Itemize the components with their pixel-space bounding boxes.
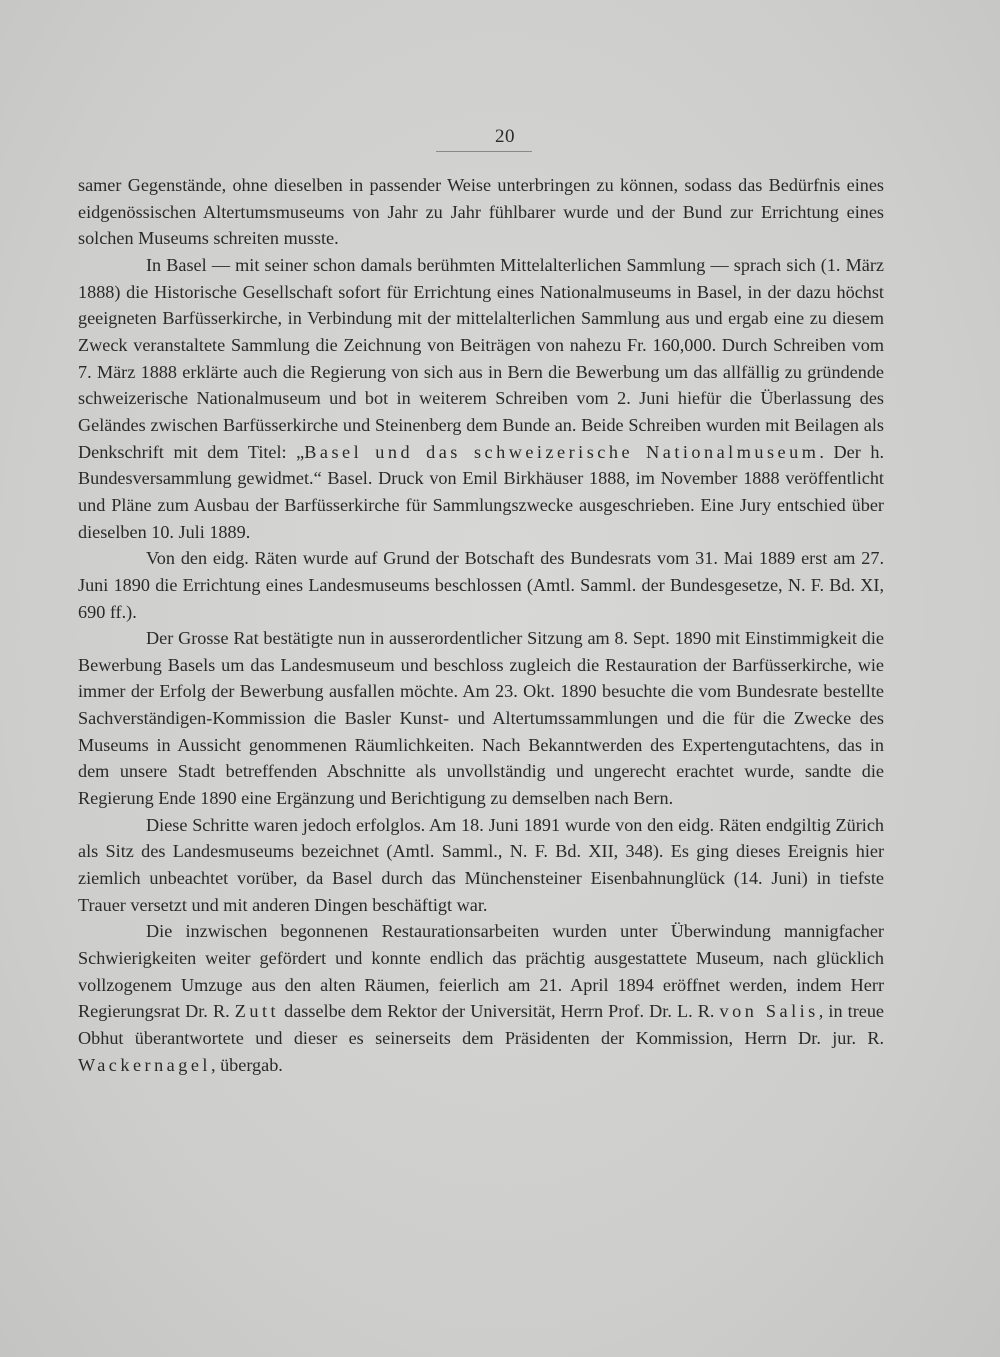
- paragraph: [78, 172, 884, 252]
- text-run: , übergab.: [210, 1054, 283, 1075]
- emphasized-name: von Salis: [719, 1001, 819, 1022]
- text-run: . Der h. Bundesversammlung gewidmet.“ Basel. Druck von Emil Birkhäuser 1888, im November 1888 veröffentlicht und Pläne zum Ausbau der Barfüsserkirche für Sammlungszwecke ausgeschrieben. Eine Jury entschied über dieselben 10. Juli 1889.: [78, 441, 884, 542]
- emphasized-name: Wackernagel: [78, 1054, 211, 1075]
- page-number: 20: [495, 126, 515, 147]
- text-run: samer Gegenstände, ohne dieselben in passender Weise unterbringen zu können, sodass das Bedürfnis eines eidgenössischen Altertumsmuseums von Jahr zu Jahr fühlbarer wurde und der Bund zur Errichtung eines solchen Museums schreiten musste.: [78, 175, 884, 249]
- text-run: , in treue Obhut überantwortete und dieser es seinerseits dem Präsidenten der Kommission, Herrn Dr. jur. R.: [78, 1001, 885, 1048]
- emphasized-name: Basel und das schweizerische Nationalmuseum: [304, 441, 820, 462]
- text-run: dasselbe dem Rektor der Universität, Herrn Prof. Dr. L. R.: [279, 1001, 720, 1022]
- text-run: Von den eidg. Räten wurde auf Grund der Botschaft des Bundesrats vom 31. Mai 1889 erst am 27. Juni 1890 die Errichtung eines Landesmuseums beschlossen (Amtl. Samml. der Bundesgesetze, N. F. Bd. XI, 690 ff.).: [78, 548, 884, 622]
- paragraph: [78, 252, 884, 545]
- text-run: Diese Schritte waren jedoch erfolglos. Am 18. Juni 1891 wurde von den eidg. Räten endgiltig Zürich als Sitz des Landesmuseums bezeichnet (Amtl. Samml., N. F. Bd. XII, 348). Es ging dieses Ereignis hier ziemlich unbeachtet vorüber, da Basel durch das Münchensteiner Eisenbahnunglück (14. Juni) in tiefste Trauer versetzt und mit anderen Dingen beschäftigt war.: [78, 814, 884, 915]
- paragraph: [78, 812, 884, 919]
- paragraph: [78, 918, 884, 1078]
- paragraph: [78, 545, 884, 625]
- emphasized-name: Zutt: [234, 1001, 280, 1022]
- text-run: In Basel — mit seiner schon damals berühmten Mittelalterlichen Sammlung — sprach sich (1. März 1888) die Historische Gesellschaft sofort für Errichtung eines Nationalmuseums in Basel, in der dazu höchst geeigneten Barfüsserkirche, in Verbindung mit der mittelalterlichen Sammlung aus und ergab eine zu diesem Zweck veranstaltete Sammlung die Zeichnung von Beiträgen von nahezu Fr. 160,000. Durch Schreiben vom 7. März 1888 erklärte auch die Regierung von sich aus in Bern die Bewerbung um das allfällig zu gründende schweizerische Nationalmuseum und bot in weiterem Schreiben vom 2. Juni hiefür die Überlassung des Geländes zwischen Barfüsserkirche und Steinenberg dem Bunde an. Beide Schreiben wurden mit Beilagen als Denkschrift mit dem Titel: „: [78, 254, 884, 462]
- body-text: [78, 172, 884, 1078]
- paragraph: [78, 625, 884, 812]
- text-run: Der Grosse Rat bestätigte nun in ausserordentlicher Sitzung am 8. Sept. 1890 mit Einstimmigkeit die Bewerbung Basels um das Landesmuseum und beschloss zugleich die Restauration der Barfüsserkirche, wie immer der Erfolg der Bewerbung ausfallen möchte. Am 23. Okt. 1890 besuchte die vom Bundesrate bestellte Sachverständigen-Kommission die Basler Kunst- und Altertumssammlungen und die für die Zwecke des Museums in Aussicht genommenen Räumlichkeiten. Nach Bekanntwerden des Expertengutachtens, das in dem unsere Stadt betreffenden Abschnitte als unvollständig und ungerecht erachtet wurde, sandte die Regierung Ende 1890 eine Ergänzung und Berichtigung zu demselben nach Bern.: [78, 628, 884, 809]
- text-run: Die inzwischen begonnenen Restaurationsarbeiten wurden unter Überwindung mannigfacher Schwierigkeiten weiter gefördert und konnte endlich das prächtig ausgestattete Museum, nach glücklich vollzogenem Umzuge aus den alten Räumen, feierlich am 21. April 1894 eröffnet werden, indem Herr Regierungsrat Dr. R.: [78, 921, 884, 1022]
- header-rule: [436, 151, 532, 152]
